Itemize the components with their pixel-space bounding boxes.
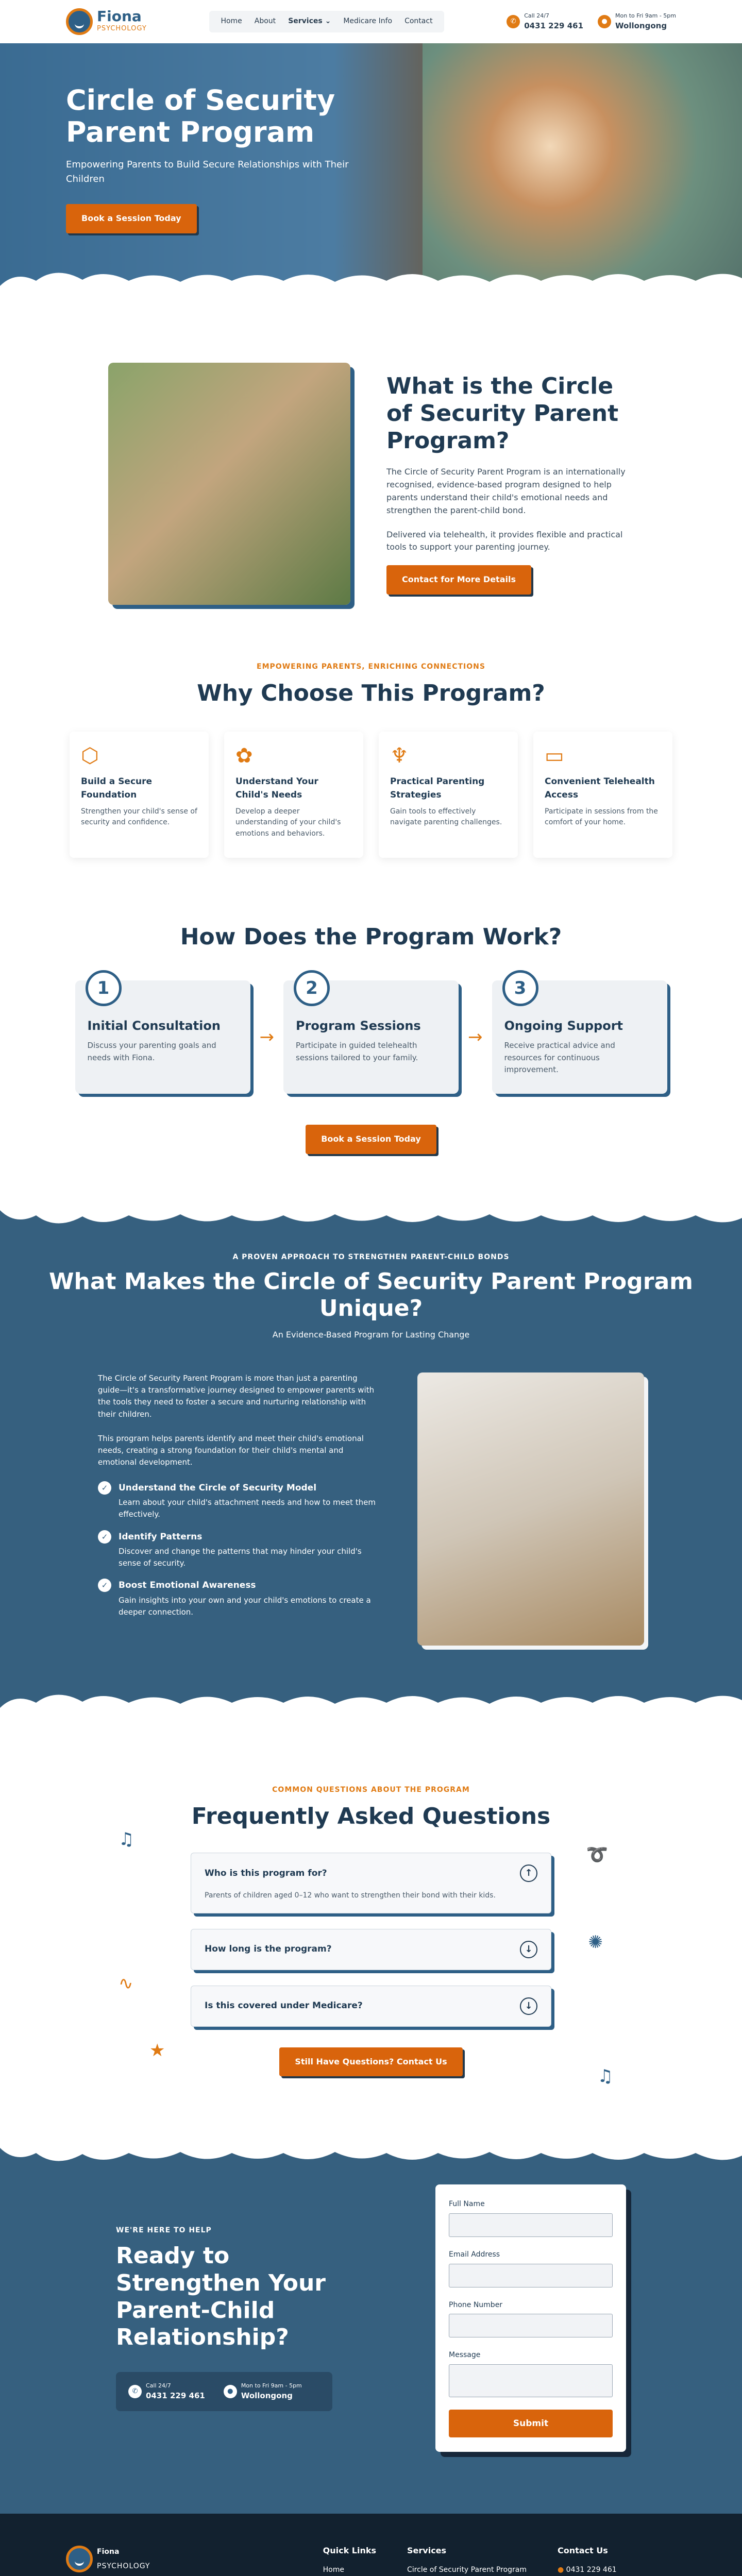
faq-eyebrow: COMMON QUESTIONS ABOUT THE PROGRAM <box>272 1785 470 1794</box>
what-paragraph-2: Delivered via telehealth, it provides flexible and practical tools to support your parenting journey. <box>386 529 623 552</box>
step-card <box>492 980 667 1094</box>
star-icon: ★ <box>149 2040 165 2061</box>
why-section <box>0 656 742 904</box>
faq-title: Frequently Asked Questions <box>191 1803 551 1829</box>
cloud-divider-bottom <box>0 1687 742 1723</box>
location-label: Wollongong <box>615 21 667 30</box>
faq-answer: Parents of children aged 0–12 who want to strengthen their bond with their kids. <box>205 1891 496 1900</box>
contact-details-button[interactable]: Contact for More Details <box>386 565 531 595</box>
message-label: Message <box>449 2351 481 2360</box>
footer-phone[interactable]: ● 0431 229 461 <box>558 2566 617 2574</box>
cloud-divider <box>0 265 742 301</box>
email-input[interactable] <box>449 2264 613 2287</box>
footer-logo[interactable] <box>66 2545 150 2573</box>
nav-services[interactable]: Services ⌄ <box>288 17 331 26</box>
message-input[interactable] <box>449 2364 613 2397</box>
unique-eyebrow: A PROVEN APPROACH TO STRENGTHEN PARENT-CHILD BONDS <box>232 1252 510 1261</box>
header-call[interactable] <box>507 11 583 32</box>
name-input[interactable] <box>449 2213 613 2237</box>
benefit-card <box>533 732 672 858</box>
point-text: Gain insights into your own and your child's emotions to create a deeper connection. <box>119 1595 371 1617</box>
hero-book-button[interactable]: Book a Session Today <box>66 204 197 233</box>
nav-about[interactable]: About <box>254 17 276 26</box>
email-label: Email Address <box>449 2250 500 2259</box>
location-pin-icon: ● <box>224 2385 237 2398</box>
location-pin-icon: ● <box>598 15 611 28</box>
needs-icon: ✿ <box>235 743 253 768</box>
cloud-divider-top <box>0 2132 742 2168</box>
benefit-card <box>379 732 518 858</box>
hero <box>0 43 742 301</box>
squiggle-icon: ∿ <box>119 1973 133 1994</box>
point-title: Boost Emotional Awareness <box>119 1580 256 1591</box>
benefit-title: Practical Parenting Strategies <box>390 776 485 801</box>
music-note-icon: ♫ <box>597 2065 613 2087</box>
music-note-icon: ♫ <box>119 1828 134 1850</box>
benefit-title: Build a Secure Foundation <box>81 776 153 801</box>
footer-services <box>407 2545 527 2576</box>
check-icon: ✓ <box>98 1530 111 1544</box>
faq-item[interactable] <box>191 1853 551 1913</box>
how-book-button[interactable]: Book a Session Today <box>306 1125 436 1154</box>
nav-home[interactable]: Home <box>221 17 242 26</box>
location-label: Wollongong <box>241 2391 293 2401</box>
phone-label: Phone Number <box>449 2300 503 2309</box>
point-text: Discover and change the patterns that may hinder your child's sense of security. <box>119 1546 362 1568</box>
cta-location <box>224 2381 302 2402</box>
how-title: How Does the Program Work? <box>180 923 562 950</box>
step-title: Program Sessions <box>296 1019 421 1033</box>
step-number: 3 <box>502 970 538 1006</box>
what-paragraph-1: The Circle of Security Parent Program is an internationally recognised, evidence-based program designed to help parents understand their child's emotional needs and strengthen the parent-child bond. <box>386 467 626 515</box>
unique-content <box>0 1372 742 1646</box>
cta-eyebrow: WE'RE HERE TO HELP <box>116 2226 212 2235</box>
logo[interactable] <box>66 8 147 35</box>
call-number: 0431 229 461 <box>524 21 584 30</box>
name-label: Full Name <box>449 2200 485 2209</box>
step-number: 2 <box>294 970 330 1006</box>
footer-quick-links <box>323 2545 376 2576</box>
logo-sub: PSYCHOLOGY <box>97 24 147 32</box>
check-icon: ✓ <box>98 1481 111 1495</box>
faq-item[interactable] <box>191 1986 551 2027</box>
step-number: 1 <box>86 970 122 1006</box>
call-label: Call 24/7 <box>146 2382 171 2389</box>
contact-form <box>435 2184 626 2452</box>
telehealth-icon: ▭ <box>545 743 564 768</box>
benefit-title: Convenient Telehealth Access <box>545 776 655 801</box>
submit-button[interactable]: Submit <box>449 2410 613 2437</box>
phone-input[interactable] <box>449 2314 613 2337</box>
expand-icon[interactable]: ↓ <box>520 1997 537 2015</box>
site-header <box>0 0 742 43</box>
cta-title: Ready to Strengthen Your Parent-Child Relationship? <box>116 2242 326 2351</box>
why-eyebrow: EMPOWERING PARENTS, ENRICHING CONNECTIONS <box>257 663 485 671</box>
foundation-icon: ⬡ <box>81 743 99 768</box>
faq-section <box>0 1723 742 2133</box>
footer-link[interactable]: Circle of Security Parent Program <box>407 2566 527 2574</box>
phone-icon: ✆ <box>128 2385 142 2398</box>
unique-point <box>98 1530 376 1570</box>
step-text: Receive practical advice and resources for continuous improvement. <box>504 1041 615 1074</box>
cta-call[interactable] <box>128 2381 205 2402</box>
what-content <box>386 373 634 595</box>
hero-title: Circle of Security Parent Program <box>66 84 335 149</box>
unique-text <box>98 1372 376 1646</box>
hero-photo <box>423 43 742 301</box>
faq-contact-button[interactable]: Still Have Questions? Contact Us <box>279 2047 462 2077</box>
point-text: Learn about your child's attachment needs and how to meet them effectively. <box>119 1498 376 1519</box>
step-text: Discuss your parenting goals and needs with Fiona. <box>87 1041 216 1062</box>
sparkle-icon: ✺ <box>588 1931 603 1953</box>
footer-contact <box>558 2545 676 2576</box>
step-text: Participate in guided telehealth sessions tailored to your family. <box>296 1041 418 1062</box>
benefit-title: Understand Your Child's Needs <box>235 776 318 801</box>
arrow-right-icon: → <box>259 1026 274 1047</box>
logo-smile-icon <box>66 8 93 35</box>
logo-smile-icon <box>66 2546 93 2572</box>
phone-icon: ● <box>558 2566 566 2574</box>
benefit-text: Develop a deeper understanding of your child's emotions and behaviors. <box>235 807 341 838</box>
collapse-icon[interactable]: ↑ <box>520 1865 537 1882</box>
benefit-text: Strengthen your child's sense of security and confidence. <box>81 807 197 827</box>
check-icon: ✓ <box>98 1579 111 1592</box>
nav-medicare[interactable]: Medicare Info <box>343 17 393 26</box>
steps <box>66 980 676 1094</box>
logo-name: Fiona <box>97 2548 120 2556</box>
header-contact <box>507 11 676 32</box>
unique-point <box>98 1481 376 1521</box>
expand-icon[interactable]: ↓ <box>520 1941 537 1958</box>
footer-link[interactable]: Home <box>323 2566 344 2574</box>
why-title: Why Choose This Program? <box>197 680 545 706</box>
services-title: Services <box>407 2546 447 2556</box>
benefit-card <box>224 732 363 858</box>
how-section <box>0 904 742 1195</box>
swirl-icon: ➰ <box>586 1844 608 1865</box>
unique-title: What Makes the Circle of Security Parent Program Unique? <box>48 1268 694 1322</box>
call-label: Call 24/7 <box>524 12 549 19</box>
logo-name: Fiona <box>97 7 142 25</box>
logo-sub: PSYCHOLOGY <box>97 2562 150 2571</box>
what-section <box>0 301 742 656</box>
cta-section <box>0 2133 742 2514</box>
unique-paragraph-2: This program helps parents identify and meet their child's emotional needs, creating a strong foundation for their child's mental and emotional development. <box>98 1433 364 1467</box>
hours-label: Mon to Fri 9am - 5pm <box>241 2382 302 2389</box>
benefit-cards <box>66 732 676 858</box>
session-photo <box>417 1372 644 1646</box>
cta-contact-box <box>116 2372 332 2411</box>
benefit-card <box>70 732 209 858</box>
phone-icon: ✆ <box>507 15 520 28</box>
header-location <box>598 11 676 32</box>
main-nav <box>209 11 444 32</box>
nav-contact[interactable]: Contact <box>404 17 433 26</box>
faq-question: How long is the program? <box>205 1944 332 1955</box>
hero-subtitle: Empowering Parents to Build Secure Relationships with Their Children <box>66 159 349 185</box>
unique-point <box>98 1579 376 1618</box>
hero-content <box>66 84 355 233</box>
step-title: Ongoing Support <box>504 1019 623 1033</box>
unique-subtitle: An Evidence-Based Program for Lasting Change <box>272 1330 470 1340</box>
family-photo <box>108 363 350 605</box>
footer-brand <box>66 2545 150 2576</box>
faq-item[interactable] <box>191 1929 551 1970</box>
unique-paragraph-1: The Circle of Security Parent Program is more than just a parenting guide—it's a transformative journey designed to empower parents with the tools they need to foster a secure and nurturing relationship with their children. <box>98 1373 375 1419</box>
cta-content <box>116 2225 353 2411</box>
contact-title: Contact Us <box>558 2546 608 2556</box>
unique-section <box>0 1195 742 1723</box>
call-number: 0431 229 461 <box>146 2391 205 2401</box>
point-title: Understand the Circle of Security Model <box>119 1482 317 1493</box>
faq-question: Who is this program for? <box>205 1868 327 1878</box>
site-footer <box>0 2514 742 2576</box>
what-title: What is the Circle of Security Parent Program? <box>386 373 619 454</box>
quick-title: Quick Links <box>323 2546 377 2556</box>
benefit-text: Participate in sessions from the comfort of your home. <box>545 807 658 827</box>
arrow-right-icon: → <box>468 1026 483 1047</box>
point-title: Identify Patterns <box>119 1531 203 1542</box>
faq-question: Is this covered under Medicare? <box>205 2001 363 2011</box>
benefit-text: Gain tools to effectively navigate parenting challenges. <box>390 807 502 827</box>
cloud-divider-top <box>0 1195 742 1231</box>
step-title: Initial Consultation <box>87 1019 221 1033</box>
hours-label: Mon to Fri 9am - 5pm <box>615 12 676 19</box>
strategy-icon: ♆ <box>390 743 409 768</box>
step-card <box>283 980 459 1094</box>
step-card <box>75 980 250 1094</box>
